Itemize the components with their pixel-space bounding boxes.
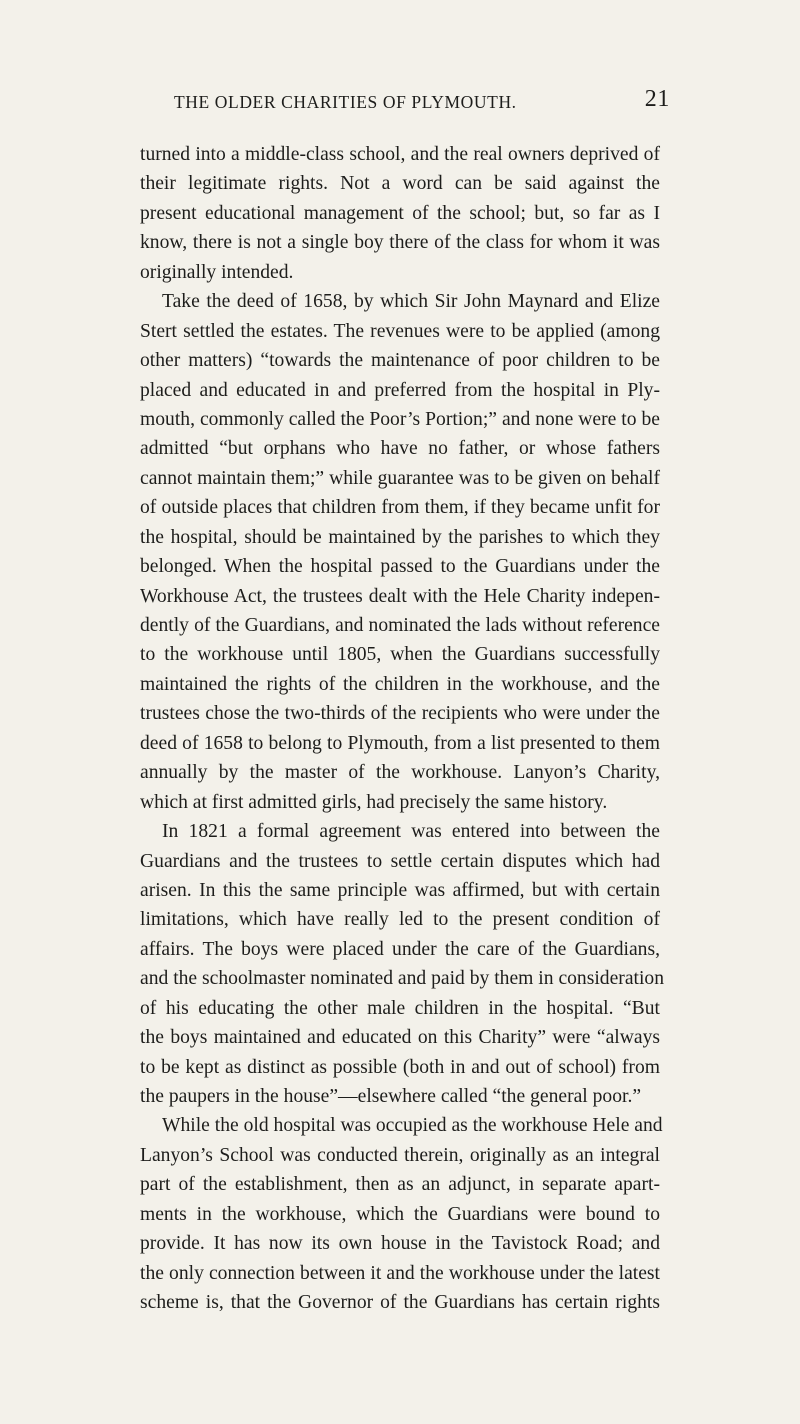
text-line: Workhouse Act, the trustees dealt with the Hele Charity indepen- [140, 585, 660, 607]
running-head [140, 86, 670, 122]
text-line: other matters) “towards the maintenance of poor children to be [140, 350, 660, 372]
text-line: the paupers in the house”—elsewhere called “the general poor.” [140, 1086, 642, 1107]
text-line: turned into a middle-class school, and the real owners deprived of [140, 144, 660, 165]
text-line: cannot maintain them;” while guarantee was to be given on behalf [140, 467, 660, 489]
text-line: their legitimate rights. Not a word can be said against the [140, 173, 660, 195]
text-line: of outside places that children from them, if they became unfit for [140, 497, 660, 519]
text-line: scheme is, that the Governor of the Guardians has certain rights [140, 1292, 660, 1314]
text-line: maintained the rights of the children in the workhouse, and the [140, 673, 660, 695]
text-line: the only connection between it and the workhouse under the latest [140, 1262, 660, 1284]
text-line: mouth, commonly called the Poor’s Portion;” and none were to be [140, 408, 660, 430]
text-line: Stert settled the estates. The revenues were to be applied (among [140, 320, 660, 342]
text-line: to the workhouse until 1805, when the Guardians successfully [140, 644, 660, 666]
text-line: arisen. In this the same principle was affirmed, but with certain [140, 879, 660, 901]
text-line: of his educating the other male children in the hospital. “But [140, 997, 660, 1019]
text-line: originally intended. [140, 261, 294, 283]
text-line: present educational management of the school; but, so far as I [140, 202, 660, 224]
text-line: ments in the workhouse, which the Guardians were bound to [140, 1203, 660, 1225]
text-line: annually by the master of the workhouse. Lanyon’s Charity, [140, 762, 660, 784]
text-line: the boys maintained and educated on this Charity” were “always [140, 1027, 660, 1049]
text-line: affairs. The boys were placed under the care of the Guardians, [140, 938, 660, 960]
text-line: and the schoolmaster nominated and paid by them in consideration [140, 968, 664, 990]
text-line: know, there is not a single boy there of the class for whom it was [140, 232, 660, 254]
text-line: which at first admitted girls, had precisely the same history. [140, 791, 608, 813]
text-line: limitations, which have really led to the present condition of [140, 909, 660, 931]
text-line: belonged. When the hospital passed to the Guardians under the [140, 556, 660, 578]
page-number: 21 [644, 86, 670, 112]
text-line: part of the establishment, then as an adjunct, in separate apart- [140, 1174, 660, 1196]
text-line: While the old hospital was occupied as the workhouse Hele and [162, 1115, 663, 1137]
text-line: trustees chose the two-thirds of the recipients who were under the [140, 703, 660, 725]
text-line: In 1821 a formal agreement was entered into between the [162, 821, 660, 843]
text-line: Lanyon’s School was conducted therein, originally as an integral [140, 1144, 660, 1166]
body-text [140, 140, 664, 1318]
text-line: deed of 1658 to belong to Plymouth, from a list presented to them [140, 732, 660, 754]
text-line: Guardians and the trustees to settle certain disputes which had [140, 850, 660, 872]
text-line: Take the deed of 1658, by which Sir John Maynard and Elize [162, 291, 660, 313]
text-line: placed and educated in and preferred from the hospital in Ply- [140, 379, 660, 401]
text-line: dently of the Guardians, and nominated the lads without reference [140, 615, 660, 636]
text-line: the hospital, should be maintained by the parishes to which they [140, 526, 660, 548]
text-line: provide. It has now its own house in the Tavistock Road; and [140, 1233, 660, 1255]
running-title: THE OLDER CHARITIES OF PLYMOUTH. [174, 92, 517, 112]
text-line: admitted “but orphans who have no father, or whose fathers [140, 438, 660, 460]
text-line: to be kept as distinct as possible (both in and out of school) from [140, 1056, 660, 1078]
